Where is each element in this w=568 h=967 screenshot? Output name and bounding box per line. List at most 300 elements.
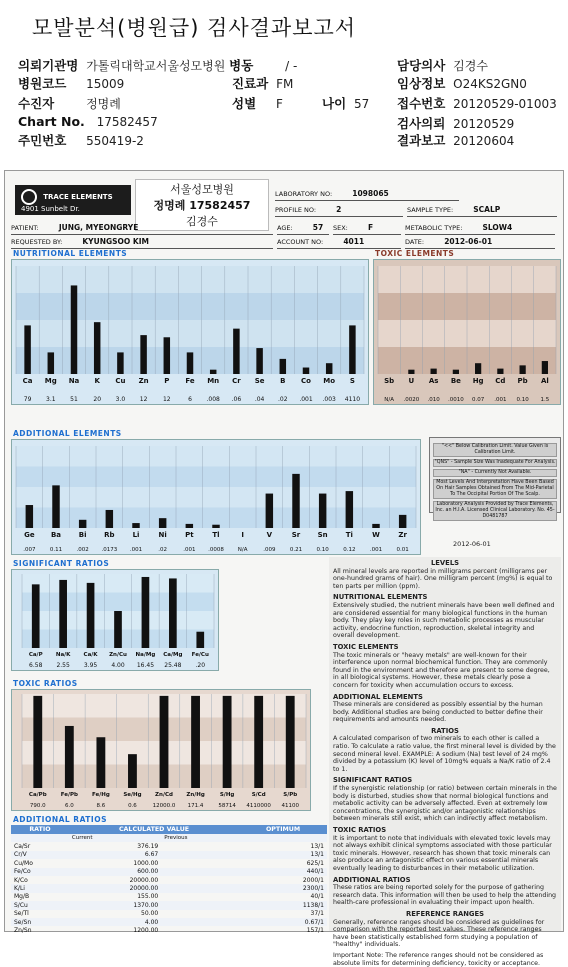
sig-text: If the synergistic relationship (or ratio) between certain minerals in the body is disturbed, studies show that normal biological functions and metabolic activity can be adversely affected. Even at extremely low concentrations, the synergistic and/or antagonistic relationships between minerals still exist, which can indirectly affect metabolism. <box>333 785 557 823</box>
bar-na <box>71 285 77 374</box>
nutri-heading: NUTRITIONAL ELEMENTS <box>333 593 428 602</box>
bar-mo <box>326 363 332 374</box>
category-label: Mg <box>44 377 57 385</box>
value-label: 0.11 <box>49 547 63 553</box>
bar-ca-p <box>32 584 40 648</box>
bar-s-hg <box>223 696 232 788</box>
category-label: Zn <box>138 377 149 385</box>
value-label: .0008 <box>208 547 224 553</box>
category-label: Tl <box>212 531 220 539</box>
account-label: ACCOUNT NO: <box>277 238 324 246</box>
bar-ge <box>26 505 33 528</box>
value-label: 79 <box>23 396 32 403</box>
category-label: Na/K <box>55 652 71 658</box>
category-label: Pt <box>185 531 194 539</box>
bar-fe-hg <box>96 737 105 788</box>
category-label: Ti <box>345 531 353 539</box>
receipt-value: 20120529-01003 <box>453 97 557 111</box>
levels-intro: All mineral levels are reported in milligrams percent (milligrams per one-hundred grams of hair). One milligram percent (mg%) is equal to ten parts per million (ppm). <box>333 567 553 590</box>
value-label: N/A <box>384 397 394 403</box>
table-cell <box>161 884 239 892</box>
chart-label: Chart No. <box>18 114 85 129</box>
value-label: 41100 <box>281 803 299 809</box>
category-label: Al <box>540 377 549 385</box>
chart-row <box>18 114 158 129</box>
category-label: V <box>266 531 273 539</box>
sample-type-field <box>407 205 557 217</box>
lab-name: TRACE ELEMENTS <box>43 193 113 201</box>
patient-field <box>11 223 273 235</box>
bar-fe <box>187 352 193 374</box>
ward-label: 병동 <box>229 58 254 73</box>
ref-text: Generally, reference ranges should be considered as guidelines for comparison with the reported test values. These reference ranges have been statistically established form studying a population of "healthy" individuals. <box>333 918 545 949</box>
col-calculated: CALCULATED VALUE <box>69 825 239 834</box>
clinical-row <box>397 74 527 92</box>
bar-ca-mg <box>169 578 177 648</box>
additional-chart <box>11 439 421 555</box>
category-label: S/Cd <box>251 792 266 798</box>
category-label: Mo <box>323 377 336 385</box>
levels-heading: LEVELS <box>430 559 460 567</box>
levels-text <box>329 557 561 967</box>
value-label: .009 <box>263 547 276 553</box>
table-cell: 625/1 <box>306 859 324 867</box>
bar-p <box>164 337 170 374</box>
examinee-row <box>18 94 121 112</box>
bar-zr <box>399 515 406 528</box>
value-label: 0.10 <box>516 397 529 403</box>
table-cell: 20000.00 <box>129 876 159 884</box>
requested-field <box>11 237 273 249</box>
ward-value: / - <box>285 59 298 73</box>
page-title: 모발분석(병원급) 검사결과보고서 <box>32 16 357 40</box>
table-cell: 376.19 <box>137 843 159 851</box>
table-row <box>11 868 327 876</box>
nutri-text: Extensively studied, the nutrient minerals have been well defined and are considered essential for many biological functions in the human body. They play key roles in such metabolic processes as muscular activity, endocrine function, reproduction, skeletal integrity and overall development. <box>333 601 555 640</box>
toxic-chart-svg <box>374 260 560 404</box>
requested-label: REQUESTED BY: <box>11 238 63 246</box>
tox-text-heading: TOXIC RATIOS <box>333 826 387 834</box>
bar-fe-pb <box>65 726 74 788</box>
bar-hg <box>475 363 481 374</box>
value-label: 171.4 <box>187 803 204 809</box>
bar-bi <box>79 520 86 528</box>
doctor-value: 김경수 <box>453 59 488 73</box>
lab-number-field <box>275 189 459 201</box>
table-cell: 0.67/1 <box>239 918 327 926</box>
table-cell <box>161 910 239 918</box>
value-label: 3.1 <box>46 396 56 403</box>
value-label: .04 <box>254 396 265 403</box>
significant-chart-svg <box>12 570 218 670</box>
bar-cd <box>497 369 503 374</box>
category-label: Cu <box>115 377 126 385</box>
table-row <box>11 893 327 901</box>
value-label: 4110 <box>344 396 361 403</box>
hospital-code-label: 병원코드 <box>18 76 67 91</box>
table-row <box>11 926 327 934</box>
request-label: 검사의뢰 <box>397 116 446 131</box>
date-value: 2012-06-01 <box>444 237 493 246</box>
bar-pt <box>186 524 193 528</box>
value-label: 0.12 <box>343 547 356 553</box>
table-cell: 40/1 <box>310 893 324 901</box>
value-label: 58714 <box>218 803 236 809</box>
bar-al <box>542 361 548 374</box>
toxic-heading: TOXIC ELEMENTS <box>375 249 455 258</box>
value-label: .008 <box>206 396 220 403</box>
value-label: .001 <box>129 547 143 553</box>
chart-band <box>22 574 214 593</box>
table-cell <box>161 876 239 884</box>
sex-label: 성별 <box>232 96 257 111</box>
request-value: 20120529 <box>453 117 515 131</box>
table-cell: K/Co <box>14 876 28 884</box>
table-cell <box>161 901 239 909</box>
bar-be <box>453 370 459 374</box>
bar-zn-cu <box>114 611 122 648</box>
metabolic-field <box>405 223 555 235</box>
nutritional-chart <box>11 259 369 405</box>
lab-logo <box>15 185 131 215</box>
category-label: Sr <box>291 531 301 539</box>
col-optimum: OPTIMUM <box>239 825 327 834</box>
bar-ti <box>346 491 353 528</box>
doctor-row <box>397 56 488 74</box>
chart-band <box>16 320 364 347</box>
sig-text-heading: SIGNIFICANT RATIOS <box>333 776 413 785</box>
report-sex-label: SEX: <box>333 224 348 232</box>
category-label: Cd <box>495 377 506 385</box>
category-label: Cr <box>232 377 241 385</box>
bar-na-k <box>59 580 67 648</box>
clinical-value: O24KS2GN0 <box>453 77 527 91</box>
bar-s-cd <box>254 696 263 788</box>
table-cell: 1000.00 <box>133 859 159 867</box>
chart-band <box>16 487 416 508</box>
table-cell <box>161 859 239 867</box>
hospital-code-row <box>18 74 124 92</box>
bar-fe-cu <box>196 632 204 648</box>
table-cell: Cu/Mo <box>14 859 33 867</box>
value-label: .0010 <box>448 397 464 403</box>
value-label: .010 <box>427 397 440 403</box>
value-label: 6.0 <box>64 803 74 809</box>
sex-field <box>333 223 401 235</box>
bar-ca <box>24 325 30 374</box>
chart-band <box>16 446 416 467</box>
age-field <box>277 223 329 235</box>
bar-mn <box>210 370 216 374</box>
value-label: .001 <box>494 397 507 403</box>
table-row <box>11 851 327 859</box>
metabolic-label: METABOLIC TYPE: <box>405 224 463 232</box>
table-cell: 13/1 <box>239 851 327 859</box>
table-cell: Fe/Co <box>11 868 69 876</box>
bar-sn <box>319 494 326 528</box>
category-label: Rb <box>104 531 115 539</box>
dept-value: FM <box>276 77 294 91</box>
category-label: Bi <box>78 531 87 539</box>
category-label: As <box>428 377 439 385</box>
report-value: 20120604 <box>453 134 515 148</box>
chart-value: 17582457 <box>96 115 158 129</box>
category-label: Sb <box>384 377 395 385</box>
institution-value: 가톨릭대학교서울성모병원 <box>86 59 226 73</box>
table-cell: Cr/V <box>11 851 69 859</box>
value-label: 8.6 <box>96 803 106 809</box>
account-value: 4011 <box>343 237 365 246</box>
report-row <box>397 131 514 149</box>
value-label: 6 <box>188 396 192 403</box>
table-cell <box>161 842 239 850</box>
additional-ratios-heading: ADDITIONAL RATIOS <box>13 815 107 824</box>
value-label: .007 <box>23 547 36 553</box>
ratios-text-heading: RATIOS <box>431 726 459 735</box>
bar-b <box>280 359 286 374</box>
category-label: Hg <box>472 377 484 385</box>
value-label: 51 <box>70 396 78 403</box>
sticker-hospital: 서울성모병원 <box>170 183 234 196</box>
value-label: 20 <box>93 396 102 403</box>
category-label: Li <box>132 531 140 539</box>
category-label: K <box>94 377 100 385</box>
bar-sr <box>292 474 299 528</box>
bar-ba <box>52 485 59 528</box>
examinee-value: 정명례 <box>86 97 121 111</box>
sample-type-label: SAMPLE TYPE: <box>407 206 454 214</box>
table-cell <box>161 851 239 859</box>
category-label: Fe/Pb <box>60 792 78 798</box>
significant-chart <box>11 569 219 671</box>
table-cell: 4.00 <box>69 918 161 926</box>
lab-number-label: LABORATORY NO: <box>275 190 333 198</box>
institution-label: 의뢰기관명 <box>18 58 79 73</box>
category-label: Pb <box>517 377 528 385</box>
table-cell: Ca/Sr <box>14 843 31 851</box>
ref-text-heading: REFERENCE RANGES <box>405 909 485 918</box>
bar-zn-cd <box>160 696 169 788</box>
value-label: 12000.0 <box>152 803 176 809</box>
legend-below-calibration: "<<" Below Calibration Limit. Value Given is Calibration Limit. <box>433 443 557 457</box>
tox-text: It is important to note that individuals with elevated toxic levels may not always exhibit clinical symptoms associated with those particular toxic minerals. However, research has shown that toxic minerals can also produce an antagonistic effect on various essential minerals eventually leading to disturbances in their metabolic utilization. <box>333 834 552 872</box>
category-label: S/Pb <box>283 792 298 798</box>
table-cell: 157/1 <box>306 926 324 934</box>
legend-lab: Laboratory Analysis Provided by Trace Elements, Inc. an H.I.A. Licensed Clinical Laboratory. No. 45-D0481787 <box>433 501 557 521</box>
table-cell: Se/Tl <box>14 910 29 918</box>
bar-li <box>132 523 139 528</box>
table-cell: S/Cu <box>11 901 69 909</box>
category-label: Sn <box>317 531 328 539</box>
category-label: Se/Hg <box>123 792 142 798</box>
nutritional-chart-svg <box>12 260 368 404</box>
lab-address: 4901 Sunbelt Dr. <box>21 205 80 213</box>
chart-band <box>16 293 364 320</box>
category-label: Ca/P <box>28 652 43 658</box>
bar-s <box>349 325 355 374</box>
requested-value: KYUNGSOO KIM <box>82 237 149 246</box>
bar-v <box>266 494 273 528</box>
legend-qns: "QNS" - Sample Size Was Inadequate For Analysis. <box>434 460 556 465</box>
bar-ca-k <box>87 583 95 648</box>
table-row <box>11 910 327 918</box>
category-label: S <box>349 377 355 385</box>
sub-previous: Previous <box>161 834 239 842</box>
doctor-label: 담당의사 <box>397 58 446 73</box>
category-label: Ca <box>22 377 33 385</box>
toxic-ratios-heading: TOXIC RATIOS <box>13 679 78 688</box>
value-label: .02 <box>278 396 288 403</box>
value-label: .002 <box>76 547 89 553</box>
bar-w <box>372 524 379 528</box>
table-cell: 6.67 <box>69 851 161 859</box>
category-label: Zn/Hg <box>186 792 205 798</box>
addl-text-heading: ADDITIONAL ELEMENTS <box>333 692 423 701</box>
value-label: .02 <box>158 547 168 553</box>
col-ratio: RATIO <box>11 825 69 834</box>
value-label: 1.5 <box>540 397 550 403</box>
table-cell: 1138/1 <box>239 901 327 909</box>
value-label: 12 <box>162 396 171 403</box>
legend-box <box>429 437 561 519</box>
age-row <box>322 94 369 112</box>
bar-se-hg <box>128 754 137 788</box>
institution-row <box>18 56 297 74</box>
category-label: Mn <box>207 377 220 385</box>
ref-note: Important Note: The reference ranges should not be considered as absolute limits for determining deficiency, toxicity or acceptance. <box>333 951 544 967</box>
metabolic-value: SLOW4 <box>482 223 513 232</box>
category-label: Ca/Pb <box>28 792 47 798</box>
additional-heading: ADDITIONAL ELEMENTS <box>13 429 122 438</box>
value-label: 0.10 <box>316 547 329 553</box>
table-cell: K/Li <box>11 884 69 892</box>
table-cell: Zn/Sn <box>14 926 32 934</box>
table-cell: 37/1 <box>310 910 324 918</box>
bar-zn-hg <box>191 696 200 788</box>
value-label: .001 <box>369 547 383 553</box>
table-cell <box>161 926 239 934</box>
lab-report <box>4 170 564 967</box>
profile-field <box>275 205 403 217</box>
additional-ratios-body <box>11 842 327 934</box>
value-label: 0.01 <box>396 547 409 553</box>
examinee-label: 수진자 <box>18 96 55 111</box>
toxic-ratios-chart-svg <box>12 690 310 810</box>
report-sex-value: F <box>367 223 374 232</box>
category-label: W <box>372 531 380 539</box>
table-cell <box>161 918 239 926</box>
value-label: 12 <box>139 396 148 403</box>
report-age-value: 57 <box>312 223 324 232</box>
addl-text: These minerals are considered as possibly essential by the human body. Additional studies are being conducted to better define their requirements and amounts needed. <box>333 701 543 724</box>
value-label: 4110000 <box>246 803 271 809</box>
table-cell: 2300/1 <box>239 884 327 892</box>
table-row <box>11 884 327 892</box>
toxic-ratios-chart <box>11 689 311 811</box>
value-label: 790.0 <box>29 803 46 809</box>
profile-label: PROFILE NO: <box>275 206 317 214</box>
table-row <box>11 918 327 926</box>
category-label: U <box>408 377 415 385</box>
table-row <box>11 842 327 850</box>
bar-rb <box>106 510 113 528</box>
additional-chart-svg <box>12 440 420 554</box>
value-label: .0020 <box>403 397 420 403</box>
resident-row <box>18 131 144 149</box>
lab-number-value: 1098065 <box>352 189 389 198</box>
resident-value: 550419-2 <box>86 134 144 148</box>
table-row <box>11 876 327 884</box>
footer-date: 2012-06-01 <box>453 540 491 548</box>
category-label: Fe/Cu <box>191 652 209 658</box>
value-label: 0.21 <box>289 547 303 553</box>
bar-ni <box>159 518 166 528</box>
bar-k <box>94 322 100 374</box>
bar-u <box>408 370 414 374</box>
category-label: Zn/Cu <box>109 652 127 658</box>
category-label: Ba <box>50 531 62 539</box>
report-label: 결과보고 <box>397 133 446 148</box>
table-cell: 50.00 <box>141 910 159 918</box>
value-label: 3.0 <box>115 396 126 403</box>
table-cell: 1200.00 <box>133 926 159 934</box>
bar-co <box>303 368 309 374</box>
bar-zn <box>140 335 146 374</box>
value-label: 3.95 <box>83 662 98 669</box>
table-cell: 13/1 <box>310 843 324 851</box>
table-row <box>11 901 327 909</box>
category-label: Ge <box>24 531 35 539</box>
age-label: 나이 <box>322 96 347 111</box>
chart-band <box>16 266 364 293</box>
category-label: Fe <box>185 377 195 385</box>
lab-logo-icon <box>21 189 37 205</box>
value-label: N/A <box>237 547 248 553</box>
table-cell: 1370.00 <box>69 901 161 909</box>
value-label: 6.58 <box>29 662 43 669</box>
report-age-label: AGE: <box>277 224 293 232</box>
sub-current: Current <box>69 834 161 842</box>
table-cell: 440/1 <box>239 868 327 876</box>
profile-value: 2 <box>336 205 342 214</box>
value-label: 4.00 <box>111 662 125 669</box>
patient-value: JUNG, MYEONGRYE <box>58 223 139 232</box>
table-cell: 600.00 <box>69 868 161 876</box>
table-cell: Se/Sn <box>11 918 69 926</box>
category-label: P <box>164 377 170 385</box>
category-label: Ca/K <box>83 652 98 658</box>
clinical-label: 임상정보 <box>397 76 446 91</box>
patient-label: PATIENT: <box>11 224 39 232</box>
table-cell: 2000/1 <box>302 876 324 884</box>
table-cell: Mg/B <box>14 893 30 901</box>
bar-pb <box>520 365 526 374</box>
value-label: 0.6 <box>128 803 137 809</box>
value-label: .0173 <box>101 547 118 553</box>
sticker-doctor: 김경수 <box>186 215 218 228</box>
category-label: Ca/Mg <box>163 652 183 658</box>
category-label: B <box>280 377 286 385</box>
dept-row <box>232 74 293 92</box>
category-label: Zn/Cd <box>155 792 173 798</box>
receipt-row <box>397 94 557 112</box>
bar-ca-pb <box>33 696 42 788</box>
age-value: 57 <box>353 97 370 111</box>
addr-text-heading: ADDITIONAL RATIOS <box>333 875 411 884</box>
date-label: DATE: <box>405 238 425 246</box>
toxic-text: The toxic minerals or "heavy metals" are well-known for their interference upon normal biochemical function. They are commonly found in the environment and therefore are present to some degree, in all biological systems. However, these metals clearly pose a concern for toxicity when accumulation occurs to excess. <box>333 651 550 689</box>
category-label: I <box>241 531 244 539</box>
